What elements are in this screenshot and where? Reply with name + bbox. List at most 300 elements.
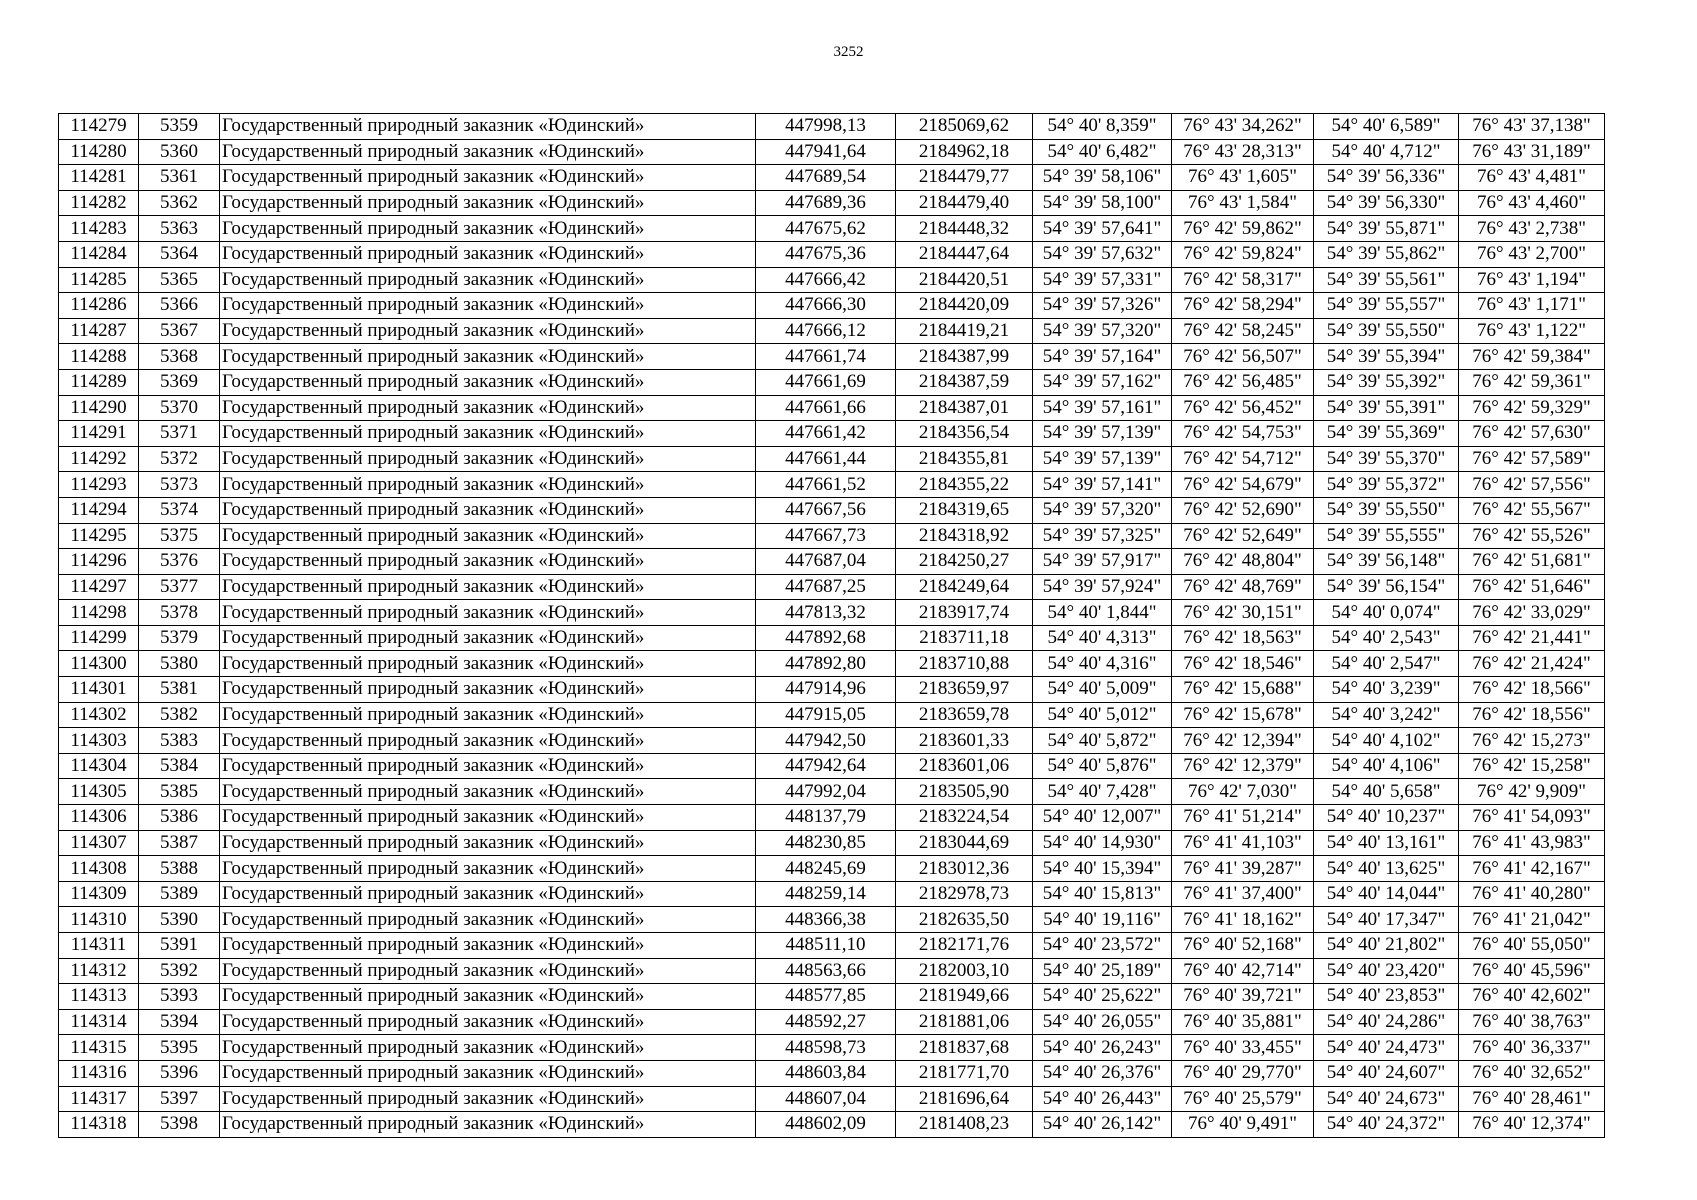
latitude-alt-cell: 54° 40' 24,372" — [1314, 1112, 1459, 1138]
table-row — [59, 805, 1605, 831]
point-number-cell: 5397 — [139, 1086, 220, 1112]
table-row — [59, 165, 1605, 191]
record-number-cell: 114317 — [59, 1086, 139, 1112]
latitude-alt-cell: 54° 39' 55,369" — [1314, 421, 1459, 447]
latitude-cell: 54° 40' 14,930" — [1033, 830, 1172, 856]
longitude-alt-cell: 76° 42' 18,556" — [1459, 702, 1605, 728]
latitude-cell: 54° 40' 25,622" — [1033, 984, 1172, 1010]
object-name-cell: Государственный природный заказник «Юдинский» — [220, 395, 756, 421]
record-number-cell: 114309 — [59, 881, 139, 907]
point-number-cell: 5381 — [139, 677, 220, 703]
longitude-cell: 76° 42' 58,245" — [1172, 318, 1314, 344]
longitude-cell: 76° 42' 30,151" — [1172, 600, 1314, 626]
point-number-cell: 5364 — [139, 241, 220, 267]
longitude-alt-cell: 76° 43' 31,189" — [1459, 139, 1605, 165]
latitude-cell: 54° 40' 25,189" — [1033, 958, 1172, 984]
latitude-alt-cell: 54° 40' 17,347" — [1314, 907, 1459, 933]
object-name-cell: Государственный природный заказник «Юдинский» — [220, 907, 756, 933]
latitude-alt-cell: 54° 40' 23,853" — [1314, 984, 1459, 1010]
table-row — [59, 369, 1605, 395]
point-number-cell: 5369 — [139, 369, 220, 395]
latitude-cell: 54° 40' 12,007" — [1033, 805, 1172, 831]
latitude-cell: 54° 39' 57,139" — [1033, 421, 1172, 447]
object-name-cell: Государственный природный заказник «Юдинский» — [220, 369, 756, 395]
table-row — [59, 318, 1605, 344]
point-number-cell: 5391 — [139, 933, 220, 959]
latitude-cell: 54° 39' 57,139" — [1033, 446, 1172, 472]
longitude-cell: 76° 43' 1,584" — [1172, 190, 1314, 216]
record-number-cell: 114304 — [59, 753, 139, 779]
table-row — [59, 625, 1605, 651]
y-coordinate-cell: 2181771,70 — [896, 1060, 1033, 1086]
longitude-alt-cell: 76° 40' 55,050" — [1459, 933, 1605, 959]
y-coordinate-cell: 2183659,97 — [896, 677, 1033, 703]
point-number-cell: 5377 — [139, 574, 220, 600]
record-number-cell: 114281 — [59, 165, 139, 191]
object-name-cell: Государственный природный заказник «Юдинский» — [220, 344, 756, 370]
latitude-alt-cell: 54° 39' 55,561" — [1314, 267, 1459, 293]
latitude-cell: 54° 39' 57,325" — [1033, 523, 1172, 549]
latitude-cell: 54° 39' 57,641" — [1033, 216, 1172, 242]
y-coordinate-cell: 2183044,69 — [896, 830, 1033, 856]
table-row — [59, 549, 1605, 575]
x-coordinate-cell: 447675,36 — [756, 241, 896, 267]
table-row — [59, 1086, 1605, 1112]
point-number-cell: 5379 — [139, 625, 220, 651]
latitude-alt-cell: 54° 40' 24,607" — [1314, 1060, 1459, 1086]
record-number-cell: 114284 — [59, 241, 139, 267]
x-coordinate-cell: 447813,32 — [756, 600, 896, 626]
longitude-alt-cell: 76° 42' 9,909" — [1459, 779, 1605, 805]
latitude-alt-cell: 54° 40' 24,673" — [1314, 1086, 1459, 1112]
object-name-cell: Государственный природный заказник «Юдинский» — [220, 497, 756, 523]
y-coordinate-cell: 2184355,22 — [896, 472, 1033, 498]
latitude-alt-cell: 54° 40' 10,237" — [1314, 805, 1459, 831]
latitude-alt-cell: 54° 40' 3,239" — [1314, 677, 1459, 703]
object-name-cell: Государственный природный заказник «Юдинский» — [220, 779, 756, 805]
y-coordinate-cell: 2181881,06 — [896, 1009, 1033, 1035]
longitude-alt-cell: 76° 42' 55,567" — [1459, 497, 1605, 523]
longitude-alt-cell: 76° 42' 59,384" — [1459, 344, 1605, 370]
coordinates-table — [58, 113, 1605, 1138]
longitude-alt-cell: 76° 43' 4,460" — [1459, 190, 1605, 216]
latitude-cell: 54° 39' 57,162" — [1033, 369, 1172, 395]
table-row — [59, 702, 1605, 728]
table-row — [59, 779, 1605, 805]
latitude-cell: 54° 40' 26,055" — [1033, 1009, 1172, 1035]
latitude-alt-cell: 54° 39' 55,370" — [1314, 446, 1459, 472]
y-coordinate-cell: 2184447,64 — [896, 241, 1033, 267]
latitude-alt-cell: 54° 39' 55,555" — [1314, 523, 1459, 549]
latitude-alt-cell: 54° 40' 13,161" — [1314, 830, 1459, 856]
table-row — [59, 907, 1605, 933]
y-coordinate-cell: 2183505,90 — [896, 779, 1033, 805]
table-row — [59, 600, 1605, 626]
object-name-cell: Государственный природный заказник «Юдинский» — [220, 625, 756, 651]
point-number-cell: 5398 — [139, 1112, 220, 1138]
record-number-cell: 114285 — [59, 267, 139, 293]
x-coordinate-cell: 447667,73 — [756, 523, 896, 549]
object-name-cell: Государственный природный заказник «Юдинский» — [220, 421, 756, 447]
longitude-cell: 76° 42' 52,649" — [1172, 523, 1314, 549]
record-number-cell: 114299 — [59, 625, 139, 651]
latitude-alt-cell: 54° 40' 4,712" — [1314, 139, 1459, 165]
record-number-cell: 114286 — [59, 293, 139, 319]
object-name-cell: Государственный природный заказник «Юдинский» — [220, 267, 756, 293]
object-name-cell: Государственный природный заказник «Юдинский» — [220, 728, 756, 754]
longitude-cell: 76° 42' 59,824" — [1172, 241, 1314, 267]
longitude-alt-cell: 76° 42' 59,361" — [1459, 369, 1605, 395]
y-coordinate-cell: 2184479,40 — [896, 190, 1033, 216]
x-coordinate-cell: 448577,85 — [756, 984, 896, 1010]
longitude-cell: 76° 43' 34,262" — [1172, 114, 1314, 140]
latitude-cell: 54° 39' 57,164" — [1033, 344, 1172, 370]
table-row — [59, 421, 1605, 447]
latitude-alt-cell: 54° 40' 23,420" — [1314, 958, 1459, 984]
point-number-cell: 5380 — [139, 651, 220, 677]
x-coordinate-cell: 447661,69 — [756, 369, 896, 395]
latitude-cell: 54° 40' 4,313" — [1033, 625, 1172, 651]
longitude-alt-cell: 76° 43' 1,122" — [1459, 318, 1605, 344]
object-name-cell: Государственный природный заказник «Юдинский» — [220, 472, 756, 498]
object-name-cell: Государственный природный заказник «Юдинский» — [220, 753, 756, 779]
point-number-cell: 5359 — [139, 114, 220, 140]
latitude-cell: 54° 40' 6,482" — [1033, 139, 1172, 165]
y-coordinate-cell: 2184448,32 — [896, 216, 1033, 242]
record-number-cell: 114288 — [59, 344, 139, 370]
longitude-alt-cell: 76° 42' 57,630" — [1459, 421, 1605, 447]
object-name-cell: Государственный природный заказник «Юдинский» — [220, 933, 756, 959]
object-name-cell: Государственный природный заказник «Юдинский» — [220, 446, 756, 472]
latitude-alt-cell: 54° 40' 5,658" — [1314, 779, 1459, 805]
point-number-cell: 5373 — [139, 472, 220, 498]
x-coordinate-cell: 447675,62 — [756, 216, 896, 242]
latitude-alt-cell: 54° 40' 21,802" — [1314, 933, 1459, 959]
record-number-cell: 114289 — [59, 369, 139, 395]
x-coordinate-cell: 448563,66 — [756, 958, 896, 984]
table-row — [59, 984, 1605, 1010]
record-number-cell: 114303 — [59, 728, 139, 754]
latitude-alt-cell: 54° 39' 55,871" — [1314, 216, 1459, 242]
latitude-cell: 54° 40' 4,316" — [1033, 651, 1172, 677]
latitude-cell: 54° 39' 57,632" — [1033, 241, 1172, 267]
latitude-cell: 54° 40' 1,844" — [1033, 600, 1172, 626]
latitude-alt-cell: 54° 39' 56,336" — [1314, 165, 1459, 191]
table-row — [59, 651, 1605, 677]
longitude-alt-cell: 76° 42' 21,441" — [1459, 625, 1605, 651]
longitude-alt-cell: 76° 40' 36,337" — [1459, 1035, 1605, 1061]
record-number-cell: 114291 — [59, 421, 139, 447]
y-coordinate-cell: 2184250,27 — [896, 549, 1033, 575]
longitude-cell: 76° 40' 52,168" — [1172, 933, 1314, 959]
record-number-cell: 114293 — [59, 472, 139, 498]
x-coordinate-cell: 447666,30 — [756, 293, 896, 319]
latitude-alt-cell: 54° 40' 13,625" — [1314, 856, 1459, 882]
table-row — [59, 267, 1605, 293]
x-coordinate-cell: 447661,44 — [756, 446, 896, 472]
latitude-alt-cell: 54° 39' 55,394" — [1314, 344, 1459, 370]
longitude-alt-cell: 76° 40' 42,602" — [1459, 984, 1605, 1010]
object-name-cell: Государственный природный заказник «Юдинский» — [220, 1060, 756, 1086]
point-number-cell: 5393 — [139, 984, 220, 1010]
x-coordinate-cell: 447661,74 — [756, 344, 896, 370]
y-coordinate-cell: 2183710,88 — [896, 651, 1033, 677]
latitude-alt-cell: 54° 39' 55,550" — [1314, 497, 1459, 523]
longitude-cell: 76° 42' 18,546" — [1172, 651, 1314, 677]
table-row — [59, 395, 1605, 421]
record-number-cell: 114307 — [59, 830, 139, 856]
longitude-cell: 76° 42' 18,563" — [1172, 625, 1314, 651]
table-row — [59, 139, 1605, 165]
x-coordinate-cell: 448245,69 — [756, 856, 896, 882]
table-row — [59, 293, 1605, 319]
y-coordinate-cell: 2184420,51 — [896, 267, 1033, 293]
latitude-alt-cell: 54° 40' 2,543" — [1314, 625, 1459, 651]
point-number-cell: 5370 — [139, 395, 220, 421]
latitude-alt-cell: 54° 39' 55,372" — [1314, 472, 1459, 498]
table-row — [59, 830, 1605, 856]
longitude-cell: 76° 42' 54,679" — [1172, 472, 1314, 498]
longitude-alt-cell: 76° 43' 1,194" — [1459, 267, 1605, 293]
longitude-alt-cell: 76° 43' 4,481" — [1459, 165, 1605, 191]
object-name-cell: Государственный природный заказник «Юдинский» — [220, 216, 756, 242]
longitude-cell: 76° 42' 52,690" — [1172, 497, 1314, 523]
latitude-alt-cell: 54° 40' 6,589" — [1314, 114, 1459, 140]
x-coordinate-cell: 448137,79 — [756, 805, 896, 831]
y-coordinate-cell: 2184355,81 — [896, 446, 1033, 472]
longitude-alt-cell: 76° 42' 18,566" — [1459, 677, 1605, 703]
y-coordinate-cell: 2183711,18 — [896, 625, 1033, 651]
x-coordinate-cell: 448230,85 — [756, 830, 896, 856]
record-number-cell: 114310 — [59, 907, 139, 933]
object-name-cell: Государственный природный заказник «Юдинский» — [220, 165, 756, 191]
x-coordinate-cell: 447892,68 — [756, 625, 896, 651]
record-number-cell: 114296 — [59, 549, 139, 575]
table-row — [59, 190, 1605, 216]
latitude-cell: 54° 39' 57,917" — [1033, 549, 1172, 575]
record-number-cell: 114306 — [59, 805, 139, 831]
y-coordinate-cell: 2181696,64 — [896, 1086, 1033, 1112]
record-number-cell: 114308 — [59, 856, 139, 882]
point-number-cell: 5374 — [139, 497, 220, 523]
point-number-cell: 5390 — [139, 907, 220, 933]
latitude-cell: 54° 40' 19,116" — [1033, 907, 1172, 933]
point-number-cell: 5366 — [139, 293, 220, 319]
object-name-cell: Государственный природный заказник «Юдинский» — [220, 190, 756, 216]
object-name-cell: Государственный природный заказник «Юдинский» — [220, 856, 756, 882]
latitude-cell: 54° 39' 57,320" — [1033, 497, 1172, 523]
table-row — [59, 753, 1605, 779]
point-number-cell: 5363 — [139, 216, 220, 242]
latitude-cell: 54° 40' 7,428" — [1033, 779, 1172, 805]
table-row — [59, 523, 1605, 549]
longitude-cell: 76° 40' 25,579" — [1172, 1086, 1314, 1112]
longitude-alt-cell: 76° 42' 51,681" — [1459, 549, 1605, 575]
longitude-cell: 76° 42' 15,688" — [1172, 677, 1314, 703]
latitude-cell: 54° 40' 8,359" — [1033, 114, 1172, 140]
point-number-cell: 5394 — [139, 1009, 220, 1035]
point-number-cell: 5396 — [139, 1060, 220, 1086]
longitude-alt-cell: 76° 41' 54,093" — [1459, 805, 1605, 831]
table-row — [59, 446, 1605, 472]
latitude-cell: 54° 40' 5,012" — [1033, 702, 1172, 728]
y-coordinate-cell: 2184387,99 — [896, 344, 1033, 370]
x-coordinate-cell: 448511,10 — [756, 933, 896, 959]
table-row — [59, 881, 1605, 907]
longitude-alt-cell: 76° 42' 33,029" — [1459, 600, 1605, 626]
longitude-cell: 76° 41' 39,287" — [1172, 856, 1314, 882]
longitude-cell: 76° 42' 56,485" — [1172, 369, 1314, 395]
point-number-cell: 5386 — [139, 805, 220, 831]
table-row — [59, 114, 1605, 140]
table-row — [59, 472, 1605, 498]
record-number-cell: 114279 — [59, 114, 139, 140]
record-number-cell: 114282 — [59, 190, 139, 216]
record-number-cell: 114312 — [59, 958, 139, 984]
longitude-alt-cell: 76° 40' 38,763" — [1459, 1009, 1605, 1035]
latitude-alt-cell: 54° 40' 3,242" — [1314, 702, 1459, 728]
point-number-cell: 5384 — [139, 753, 220, 779]
table-row — [59, 1112, 1605, 1138]
x-coordinate-cell: 447687,04 — [756, 549, 896, 575]
table-row — [59, 574, 1605, 600]
longitude-alt-cell: 76° 42' 21,424" — [1459, 651, 1605, 677]
point-number-cell: 5368 — [139, 344, 220, 370]
table-body — [59, 114, 1605, 1138]
x-coordinate-cell: 448598,73 — [756, 1035, 896, 1061]
latitude-alt-cell: 54° 39' 55,862" — [1314, 241, 1459, 267]
longitude-alt-cell: 76° 41' 21,042" — [1459, 907, 1605, 933]
y-coordinate-cell: 2183601,06 — [896, 753, 1033, 779]
table-row — [59, 241, 1605, 267]
y-coordinate-cell: 2182171,76 — [896, 933, 1033, 959]
record-number-cell: 114300 — [59, 651, 139, 677]
object-name-cell: Государственный природный заказник «Юдинский» — [220, 293, 756, 319]
y-coordinate-cell: 2181949,66 — [896, 984, 1033, 1010]
x-coordinate-cell: 447942,64 — [756, 753, 896, 779]
table-row — [59, 728, 1605, 754]
point-number-cell: 5382 — [139, 702, 220, 728]
x-coordinate-cell: 447661,52 — [756, 472, 896, 498]
latitude-cell: 54° 40' 15,813" — [1033, 881, 1172, 907]
y-coordinate-cell: 2184387,01 — [896, 395, 1033, 421]
object-name-cell: Государственный природный заказник «Юдинский» — [220, 651, 756, 677]
latitude-cell: 54° 40' 5,872" — [1033, 728, 1172, 754]
latitude-alt-cell: 54° 39' 55,557" — [1314, 293, 1459, 319]
object-name-cell: Государственный природный заказник «Юдинский» — [220, 1086, 756, 1112]
latitude-alt-cell: 54° 40' 4,102" — [1314, 728, 1459, 754]
y-coordinate-cell: 2182003,10 — [896, 958, 1033, 984]
longitude-cell: 76° 42' 59,862" — [1172, 216, 1314, 242]
object-name-cell: Государственный природный заказник «Юдинский» — [220, 549, 756, 575]
object-name-cell: Государственный природный заказник «Юдинский» — [220, 139, 756, 165]
longitude-alt-cell: 76° 40' 12,374" — [1459, 1112, 1605, 1138]
record-number-cell: 114294 — [59, 497, 139, 523]
longitude-alt-cell: 76° 42' 15,258" — [1459, 753, 1605, 779]
latitude-cell: 54° 40' 26,443" — [1033, 1086, 1172, 1112]
x-coordinate-cell: 447942,50 — [756, 728, 896, 754]
longitude-cell: 76° 42' 56,452" — [1172, 395, 1314, 421]
table-row — [59, 933, 1605, 959]
x-coordinate-cell: 447941,64 — [756, 139, 896, 165]
point-number-cell: 5376 — [139, 549, 220, 575]
object-name-cell: Государственный природный заказник «Юдинский» — [220, 830, 756, 856]
latitude-cell: 54° 40' 26,243" — [1033, 1035, 1172, 1061]
longitude-alt-cell: 76° 43' 37,138" — [1459, 114, 1605, 140]
longitude-alt-cell: 76° 43' 2,700" — [1459, 241, 1605, 267]
x-coordinate-cell: 447998,13 — [756, 114, 896, 140]
x-coordinate-cell: 447666,12 — [756, 318, 896, 344]
point-number-cell: 5383 — [139, 728, 220, 754]
y-coordinate-cell: 2181408,23 — [896, 1112, 1033, 1138]
longitude-cell: 76° 42' 12,394" — [1172, 728, 1314, 754]
latitude-cell: 54° 40' 26,142" — [1033, 1112, 1172, 1138]
x-coordinate-cell: 447915,05 — [756, 702, 896, 728]
object-name-cell: Государственный природный заказник «Юдинский» — [220, 574, 756, 600]
record-number-cell: 114290 — [59, 395, 139, 421]
y-coordinate-cell: 2183012,36 — [896, 856, 1033, 882]
y-coordinate-cell: 2183601,33 — [896, 728, 1033, 754]
y-coordinate-cell: 2184318,92 — [896, 523, 1033, 549]
table-row — [59, 1060, 1605, 1086]
x-coordinate-cell: 448259,14 — [756, 881, 896, 907]
latitude-cell: 54° 40' 5,009" — [1033, 677, 1172, 703]
object-name-cell: Государственный природный заказник «Юдинский» — [220, 805, 756, 831]
y-coordinate-cell: 2183659,78 — [896, 702, 1033, 728]
longitude-alt-cell: 76° 40' 28,461" — [1459, 1086, 1605, 1112]
object-name-cell: Государственный природный заказник «Юдинский» — [220, 1112, 756, 1138]
y-coordinate-cell: 2184419,21 — [896, 318, 1033, 344]
point-number-cell: 5378 — [139, 600, 220, 626]
longitude-cell: 76° 41' 18,162" — [1172, 907, 1314, 933]
y-coordinate-cell: 2184319,65 — [896, 497, 1033, 523]
point-number-cell: 5360 — [139, 139, 220, 165]
longitude-cell: 76° 40' 9,491" — [1172, 1112, 1314, 1138]
x-coordinate-cell: 447667,56 — [756, 497, 896, 523]
point-number-cell: 5385 — [139, 779, 220, 805]
longitude-cell: 76° 40' 39,721" — [1172, 984, 1314, 1010]
x-coordinate-cell: 447892,80 — [756, 651, 896, 677]
table-row — [59, 1009, 1605, 1035]
record-number-cell: 114311 — [59, 933, 139, 959]
object-name-cell: Государственный природный заказник «Юдинский» — [220, 241, 756, 267]
latitude-alt-cell: 54° 39' 56,154" — [1314, 574, 1459, 600]
latitude-cell: 54° 39' 57,320" — [1033, 318, 1172, 344]
longitude-cell: 76° 42' 7,030" — [1172, 779, 1314, 805]
record-number-cell: 114301 — [59, 677, 139, 703]
longitude-cell: 76° 42' 48,769" — [1172, 574, 1314, 600]
record-number-cell: 114315 — [59, 1035, 139, 1061]
latitude-cell: 54° 40' 26,376" — [1033, 1060, 1172, 1086]
y-coordinate-cell: 2184387,59 — [896, 369, 1033, 395]
point-number-cell: 5395 — [139, 1035, 220, 1061]
longitude-alt-cell: 76° 42' 51,646" — [1459, 574, 1605, 600]
longitude-cell: 76° 42' 54,712" — [1172, 446, 1314, 472]
record-number-cell: 114318 — [59, 1112, 139, 1138]
record-number-cell: 114287 — [59, 318, 139, 344]
y-coordinate-cell: 2185069,62 — [896, 114, 1033, 140]
record-number-cell: 114314 — [59, 1009, 139, 1035]
longitude-cell: 76° 42' 58,294" — [1172, 293, 1314, 319]
x-coordinate-cell: 448607,04 — [756, 1086, 896, 1112]
longitude-alt-cell: 76° 40' 45,596" — [1459, 958, 1605, 984]
record-number-cell: 114316 — [59, 1060, 139, 1086]
latitude-cell: 54° 40' 23,572" — [1033, 933, 1172, 959]
longitude-alt-cell: 76° 41' 43,983" — [1459, 830, 1605, 856]
longitude-cell: 76° 41' 51,214" — [1172, 805, 1314, 831]
latitude-alt-cell: 54° 39' 55,392" — [1314, 369, 1459, 395]
object-name-cell: Государственный природный заказник «Юдинский» — [220, 984, 756, 1010]
